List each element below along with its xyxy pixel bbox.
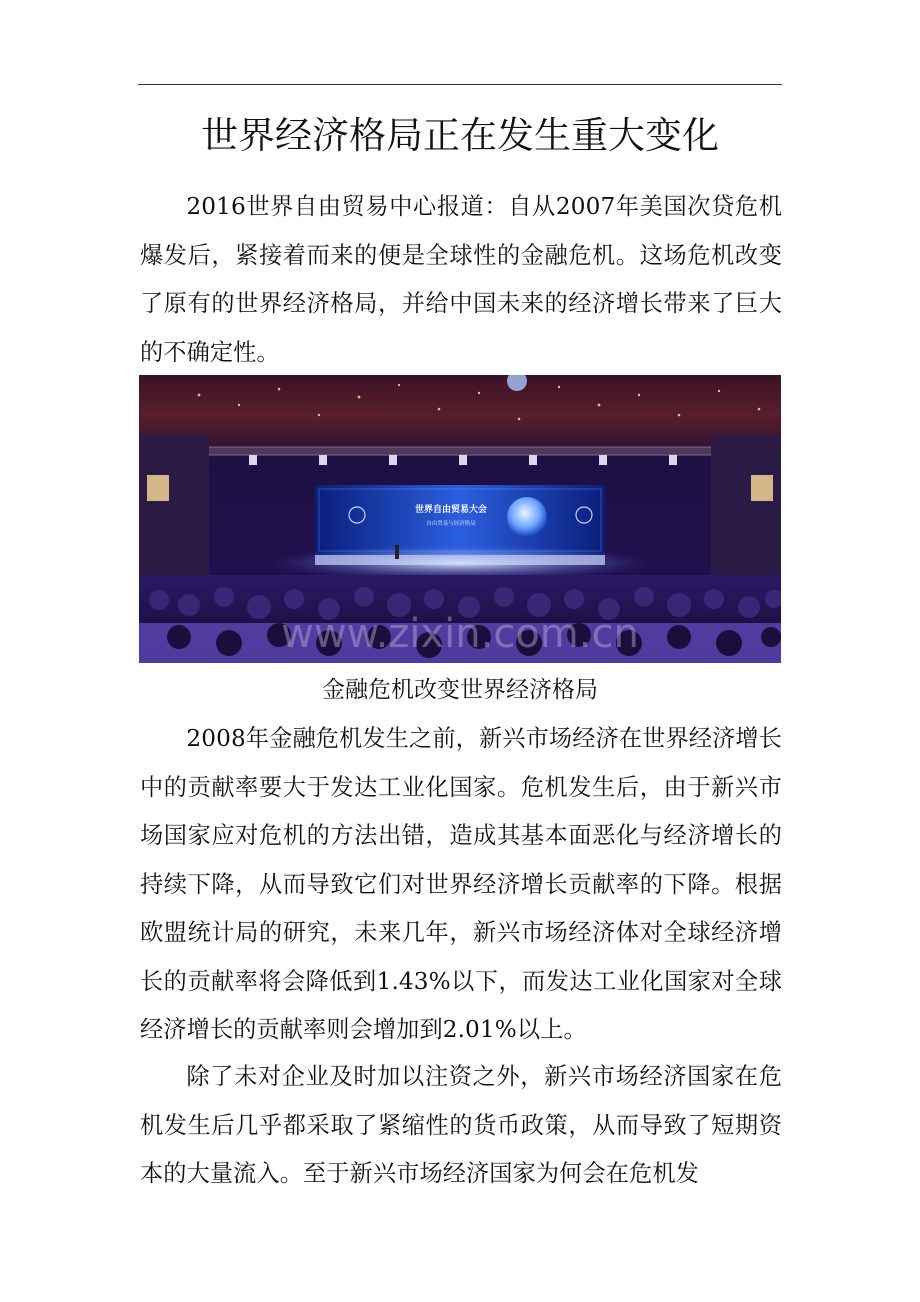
paragraph-crisis: 2008年金融危机发生之前，新兴市场经济在世界经济增长中的贡献率要大于发达工业化国家。危机发生后，由于新兴市场国家应对危机的方法出错，造成其基本面恶化与经济增长的持续下降，从而导致它们对世界经济增长贡献率的下降。根据欧盟统计局的研究，未来几年，新兴市场经济体对全球经济增长的贡献率将会降低到1.43%以下，而发达工业化国家对全球经济增长的贡献率则会增加到2.01%以上。 bbox=[140, 725, 782, 1043]
paragraph-policy: 除了未对企业及时加以注资之外，新兴市场经济国家在危机发生后几乎都采取了紧缩性的货币政策，从而导致了短期资本的大量流入。至于新兴市场经济国家为何会在危机发 bbox=[140, 1063, 782, 1187]
screen-subtitle: 自由贸易与经济格局 bbox=[426, 521, 476, 527]
header-rule bbox=[138, 84, 782, 85]
screen-title: 世界自由贸易大会 bbox=[414, 505, 488, 515]
watermark: www.zixin.com.cn bbox=[281, 611, 639, 657]
document-title: 世界经济格局正在发生重大变化 bbox=[201, 114, 719, 157]
image-caption: 金融危机改变世界经济格局 bbox=[322, 677, 598, 703]
paragraph-intro: 2016世界自由贸易中心报道：自从2007年美国次贷危机爆发后，紧接着而来的便是全球性的金融危机。这场危机改变了原有的世界经济格局，并给中国未来的经济增长带来了巨大的不确定性。 bbox=[140, 193, 782, 366]
conference-photo bbox=[139, 375, 781, 663]
